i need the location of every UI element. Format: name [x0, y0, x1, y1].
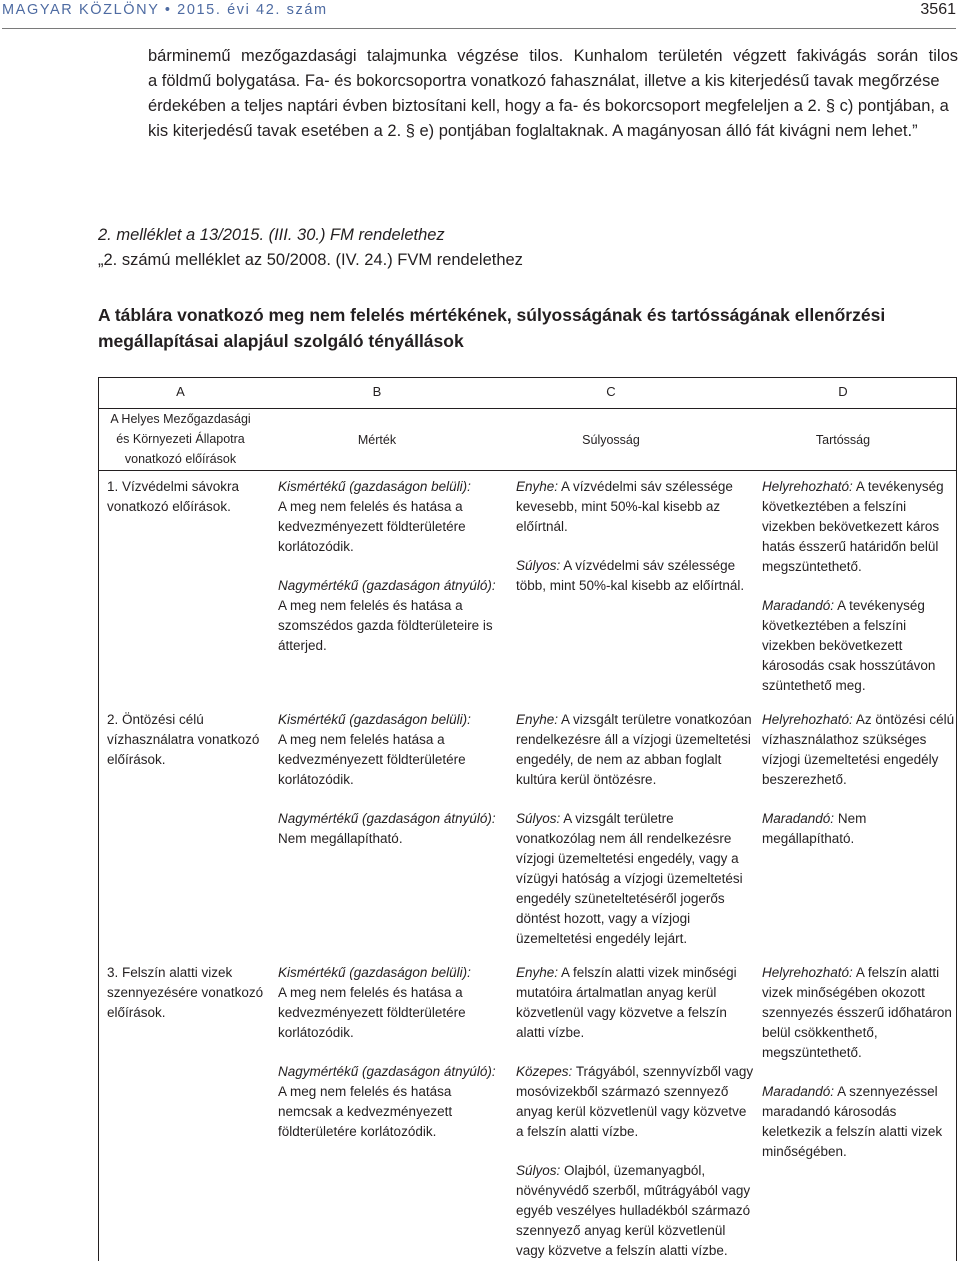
level-label: Maradandó:	[762, 811, 835, 826]
level-text: A tevékenység következtében a felszíni vizekben bekövetkezett káros hatás ésszerű határidőn belül megszüntethető.	[762, 479, 944, 574]
permanence-cell	[754, 963, 956, 1261]
permanence-cell	[754, 710, 956, 949]
level-text: Az öntözési célú vízhasználathoz szükséges vízjogi üzemeltetési engedély beszerezhető.	[762, 712, 955, 787]
level-label: Kismértékű (gazdaságon belüli):	[278, 712, 471, 727]
column-header-row	[99, 409, 956, 471]
level-label: Enyhe:	[516, 965, 559, 980]
column-letter: D	[838, 384, 848, 399]
level-label: Maradandó:	[762, 598, 835, 613]
criteria-table	[98, 377, 957, 1261]
journal-title: MAGYAR KÖZLÖNY • 2015. évi 42. szám	[2, 2, 328, 18]
header-permanence: Tartósság	[815, 432, 871, 447]
table-row	[99, 704, 956, 957]
intro-line-1: bárminemű mezőgazdasági talajmunka végzése tilos. Kunhalom területén végzett fakivágás során tilos	[148, 47, 958, 65]
level-label: Enyhe:	[516, 712, 559, 727]
column-letter: A	[176, 384, 185, 399]
level-text: A vízvédelmi sáv szélessége kevesebb, mint 50%-kal kisebb az előírtnál.	[516, 479, 733, 534]
level-text: A vízvédelmi sáv szélessége több, mint 50%-kal kisebb az előírtnál.	[516, 558, 745, 593]
requirement-text: 2. Öntözési célú vízhasználatra vonatkozó előírások.	[107, 712, 260, 767]
level-label: Súlyos:	[516, 558, 561, 573]
header-severity: Súlyosság	[582, 432, 640, 447]
level-text: Olajból, üzemanyagból, növényvédő szerből, műtrágyából vagy egyéb veszélyes hulladékból származó szennyező anyag kerül közvetlenül vagy közvetve a felszín alatti vízbe.	[516, 1163, 751, 1258]
level-text: Trágyából, szennyvízből vagy mosóvizekből származó szennyező anyag kerül közvetlenül vagy közvetve a felszín alatti vízbe.	[516, 1064, 754, 1139]
severity-cell	[508, 963, 754, 1261]
header-requirements	[99, 409, 262, 470]
annex-reference-original: „2. számú melléklet az 50/2008. (IV. 24.) FVM rendelethez	[98, 251, 523, 269]
column-letter: B	[372, 384, 382, 399]
level-text: A meg nem felelés hatása a kedvezményezett földterületére korlátozódik.	[278, 732, 466, 787]
permanence-cell	[754, 477, 956, 696]
level-text: A vizsgált területre vonatkozóan rendelkezésre áll a vízjogi üzemeltetési engedély, de nem az abban foglalt kultúra kerül öntözésre.	[516, 712, 752, 787]
requirement-text: 1. Vízvédelmi sávokra vonatkozó előírások.	[107, 479, 240, 514]
intro-text	[148, 44, 958, 144]
extent-cell	[270, 477, 508, 696]
header-extent: Mérték	[357, 432, 397, 447]
severity-cell	[508, 710, 754, 949]
level-text: A tevékenység következtében a felszíni vizekben bekövetkezett károsodás csak hosszútávon szüntethető meg.	[762, 598, 936, 693]
level-label: Kismértékű (gazdaságon belüli):	[278, 479, 471, 494]
header-line: vonatkozó előírások	[124, 452, 237, 466]
page-header	[2, 0, 956, 29]
annex-reference: 2. melléklet a 13/2015. (III. 30.) FM rendelethez	[98, 226, 445, 244]
severity-cell	[508, 477, 754, 696]
requirement-cell	[99, 710, 270, 949]
level-text: A vizsgált területre vonatkozólag nem áll rendelkezésre vízjogi üzemeltetési engedély, vagy a vízügyi hatóság a vízjogi üzemeltetési engedély szüneteltetéséről jogerős döntést hozott, vagy a vízjogi üzemeltetési engedély lejárt.	[516, 811, 743, 946]
requirement-text: 3. Felszín alatti vizek szennyezésére vonatkozó előírások.	[107, 965, 264, 1020]
page-number: 3561	[920, 1, 956, 18]
level-label: Közepes:	[516, 1064, 573, 1079]
level-label: Nagymértékű (gazdaságon átnyúló):	[278, 578, 496, 593]
column-letter: C	[606, 384, 616, 399]
level-label: Helyrehozható:	[762, 479, 853, 494]
header-line: A Helyes Mezőgazdasági	[110, 412, 251, 426]
level-text: A meg nem felelés és hatása nemcsak a kedvezményezett földterületére korlátozódik.	[278, 1084, 453, 1139]
level-text: A szennyezéssel maradandó károsodás keletkezik a felszín alatti vizek minőségében.	[762, 1084, 943, 1159]
level-text: A felszín alatti vizek minőségében okozott szennyezés ésszerű időhatáron belül csökkenthető, megszüntethető.	[762, 965, 952, 1060]
level-label: Enyhe:	[516, 479, 559, 494]
level-label: Nagymértékű (gazdaságon átnyúló):	[278, 811, 496, 826]
level-label: Helyrehozható:	[762, 965, 853, 980]
level-text: A meg nem felelés és hatása a szomszédos gazda földterületeire is átterjed.	[278, 598, 493, 653]
table-row	[99, 471, 956, 704]
extent-cell	[270, 710, 508, 949]
requirement-cell	[99, 477, 270, 696]
level-text: A meg nem felelés és hatása a kedvezményezett földterületére korlátozódik.	[278, 499, 466, 554]
section-heading: A táblára vonatkozó meg nem felelés mértékének, súlyosságának és tartósságának ellenőrzési megállapításai alapjául szolgáló tényállások	[98, 305, 886, 351]
level-text: Nem megállapítható.	[762, 811, 867, 846]
level-text: A meg nem felelés és hatása a kedvezményezett földterületére korlátozódik.	[278, 985, 466, 1040]
level-label: Súlyos:	[516, 811, 561, 826]
table-row	[99, 957, 956, 1261]
level-label: Maradandó:	[762, 1084, 835, 1099]
level-label: Súlyos:	[516, 1163, 561, 1178]
level-label: Nagymértékű (gazdaságon átnyúló):	[278, 1064, 496, 1079]
header-line: és Környezeti Állapotra	[116, 432, 245, 446]
level-text: A felszín alatti vizek minőségi mutatóira ártalmatlan anyag kerül közvetlenül vagy közvetve a felszín alatti vízbe.	[516, 965, 737, 1040]
level-label: Kismértékű (gazdaságon belüli):	[278, 965, 471, 980]
level-label: Helyrehozható:	[762, 712, 853, 727]
intro-line-rest: a földmű bolygatása. Fa- és bokorcsoportra vonatkozó fahasználat, illetve a kis kiterjedésű tavak megőrzése érdekében a teljes naptári évben biztosítani kell, hogy a fa- és bokorcsoport megfeleljen a 2. § c) pontjában, a kis kiterjedésű tavak esetében a 2. § e) pontjában foglaltaknak. A magányosan álló fát kivágni nem lehet.”	[148, 72, 949, 140]
column-letters-row	[99, 378, 956, 409]
level-text: Nem megállapítható.	[278, 831, 403, 846]
requirement-cell	[99, 963, 270, 1261]
extent-cell	[270, 963, 508, 1261]
